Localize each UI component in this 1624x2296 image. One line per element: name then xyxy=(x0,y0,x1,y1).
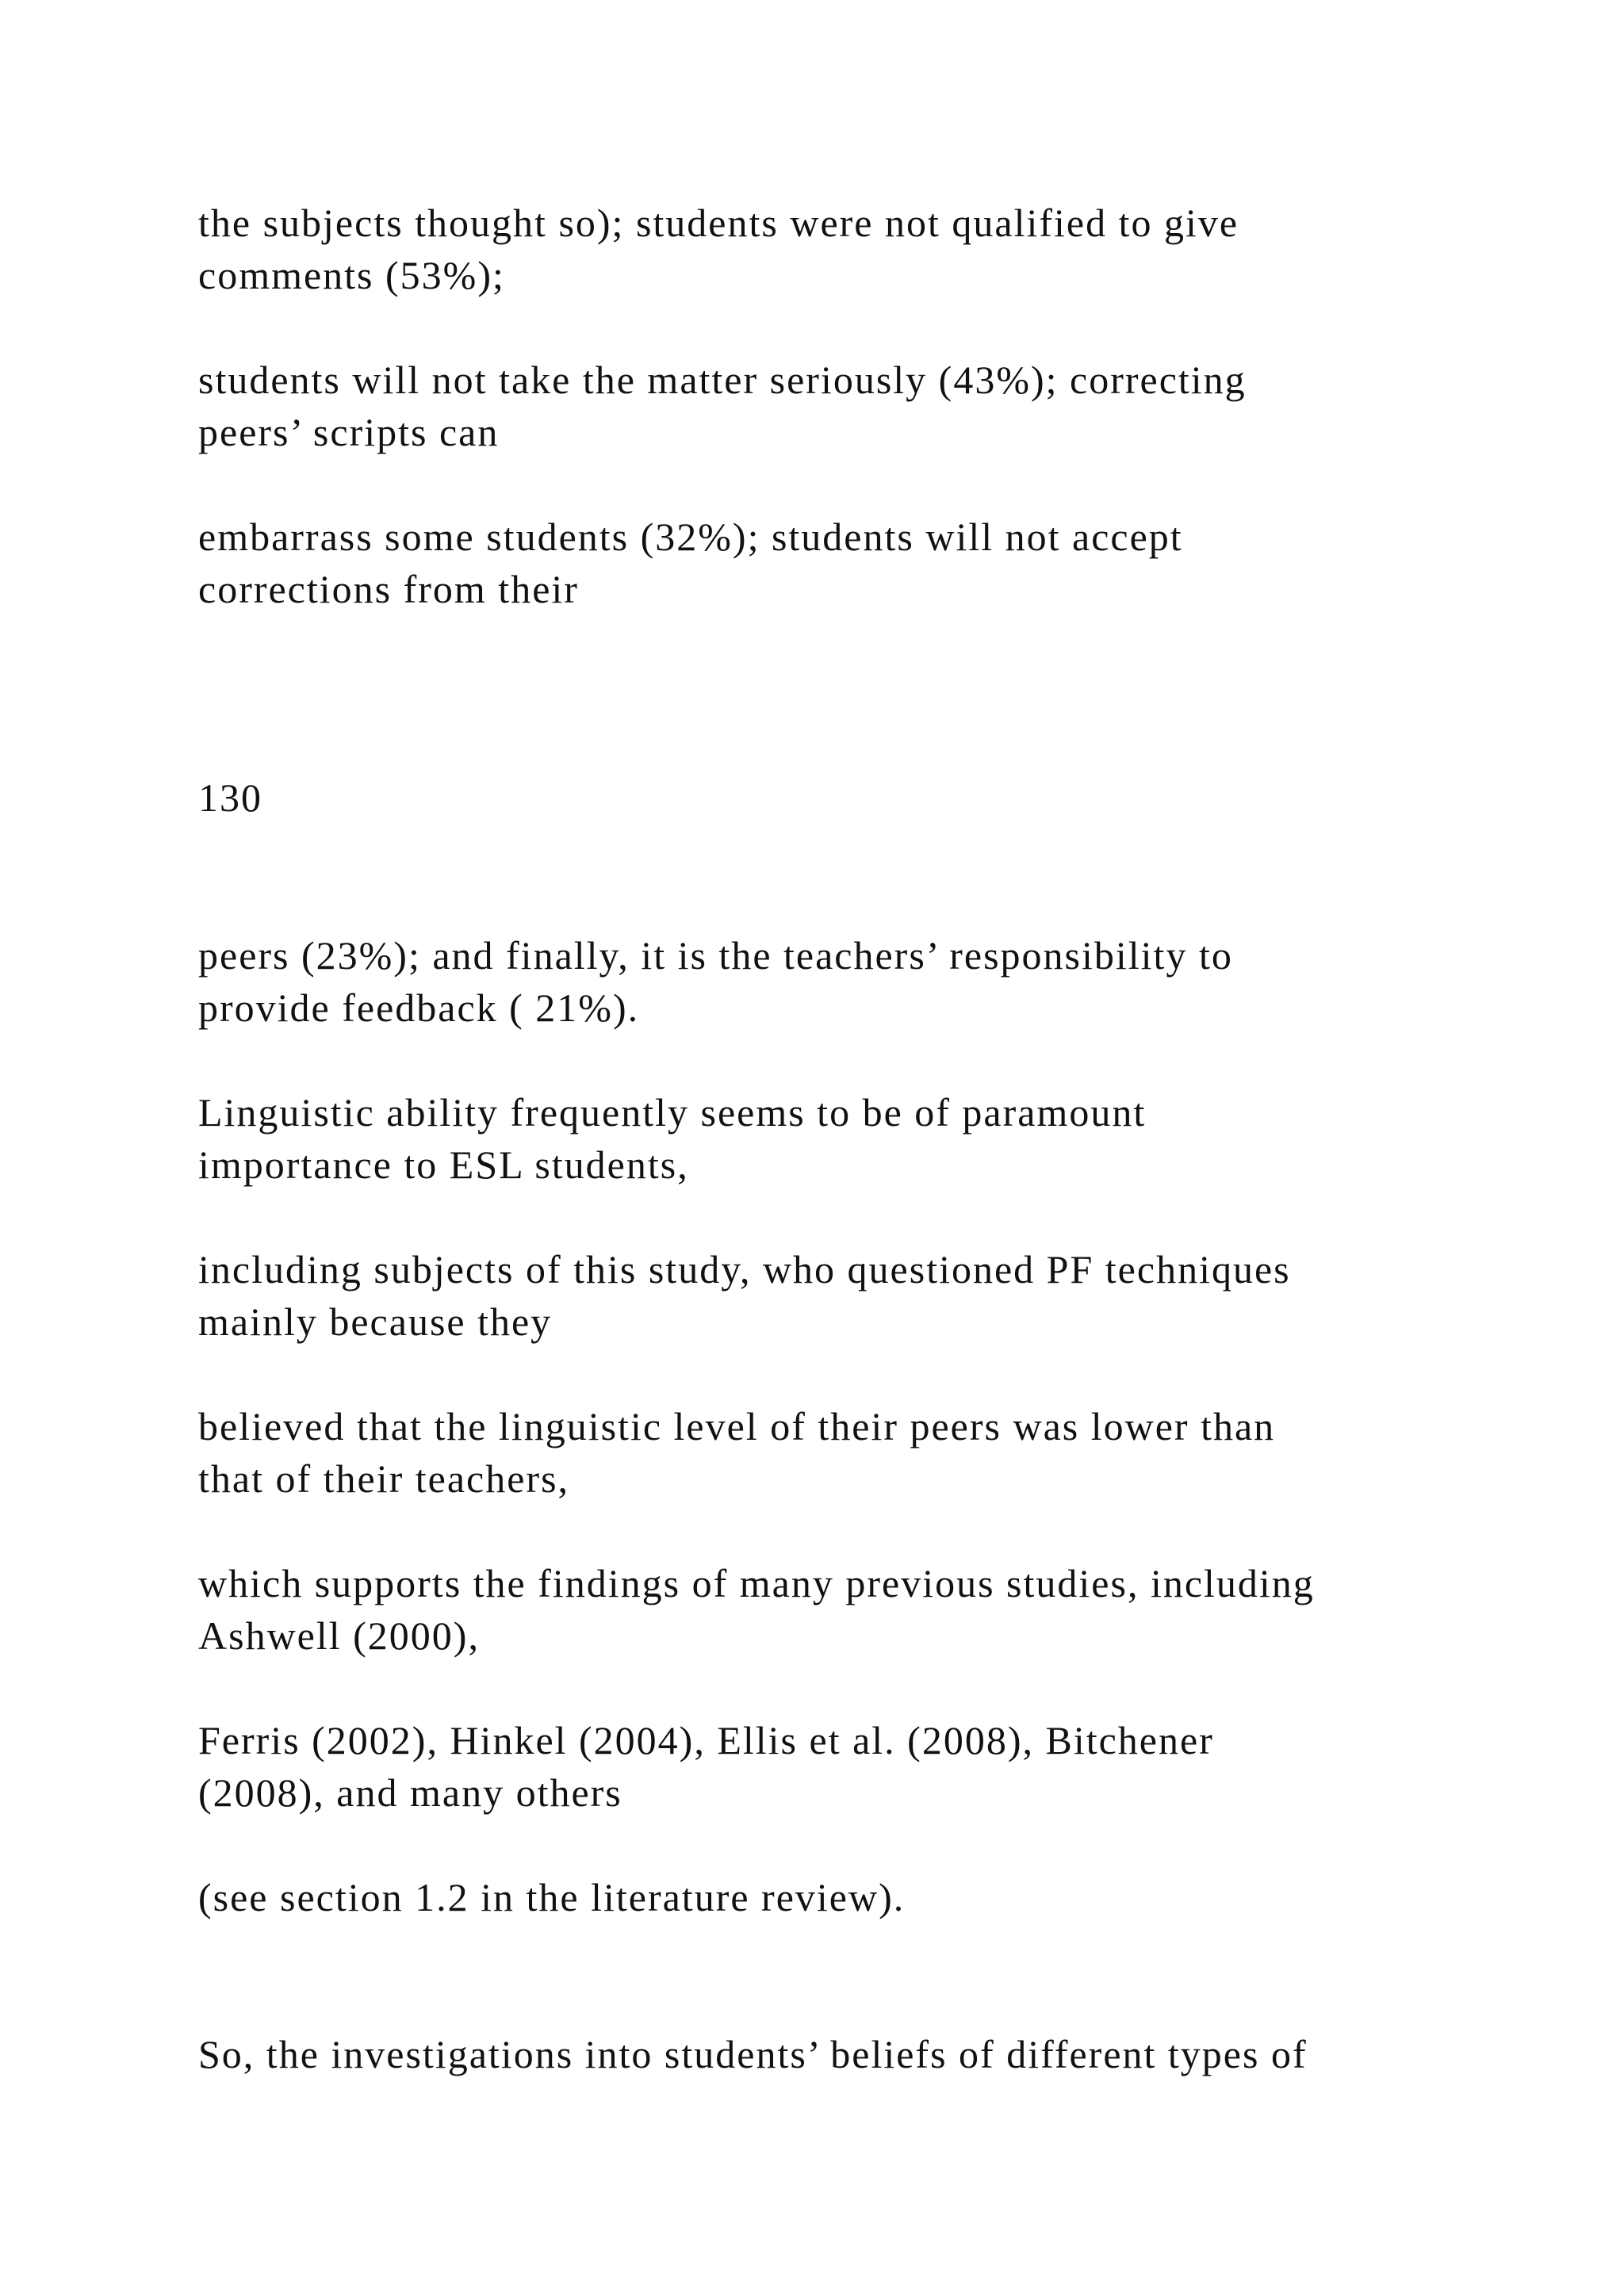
text-line: students will not take the matter seriously (43%); correcting xyxy=(198,358,1247,402)
paragraph-previous-studies xyxy=(198,1557,1530,1662)
paragraph-citations xyxy=(198,1714,1530,1819)
paragraph-peer-comments xyxy=(198,197,1530,301)
text-line: So, the investigations into students’ beliefs of different types of xyxy=(198,2032,1308,2076)
text-line: corrections from their xyxy=(198,567,579,611)
page-number: 130 xyxy=(198,775,262,820)
paragraph-linguistic-ability xyxy=(198,1086,1530,1191)
text-line: peers (23%); and finally, it is the teachers’ responsibility to xyxy=(198,933,1233,978)
text-line: that of their teachers, xyxy=(198,1456,570,1501)
text-line: believed that the linguistic level of their peers was lower than xyxy=(198,1404,1276,1448)
text-line: mainly because they xyxy=(198,1299,553,1344)
text-line: Linguistic ability frequently seems to be of paramount xyxy=(198,1090,1147,1135)
text-line: Ferris (2002), Hinkel (2004), Ellis et al. (2008), Bitchener xyxy=(198,1718,1214,1762)
paragraph-subjects xyxy=(198,1243,1530,1348)
text-line: the subjects thought so); students were not qualified to give xyxy=(198,201,1239,245)
text-line: embarrass some students (32%); students will not accept xyxy=(198,515,1183,559)
paragraph-investigations xyxy=(198,2028,1530,2080)
text-line: peers’ scripts can xyxy=(198,410,500,454)
paragraph-see-section xyxy=(198,1871,1530,1923)
text-line: comments (53%); xyxy=(198,253,505,297)
paragraph-embarrass xyxy=(198,511,1530,615)
text-line: which supports the findings of many previous studies, including xyxy=(198,1561,1315,1605)
text-line: importance to ESL students, xyxy=(198,1142,689,1187)
text-line: (see section 1.2 in the literature review). xyxy=(198,1875,906,1919)
text-line: (2008), and many others xyxy=(198,1770,622,1815)
text-line: Ashwell (2000), xyxy=(198,1613,480,1658)
paragraph-seriousness xyxy=(198,354,1530,458)
text-line: including subjects of this study, who questioned PF techniques xyxy=(198,1247,1291,1292)
text-line: provide feedback ( 21%). xyxy=(198,985,640,1030)
paragraph-teacher-responsibility xyxy=(198,929,1530,1034)
paragraph-linguistic-level xyxy=(198,1400,1530,1505)
